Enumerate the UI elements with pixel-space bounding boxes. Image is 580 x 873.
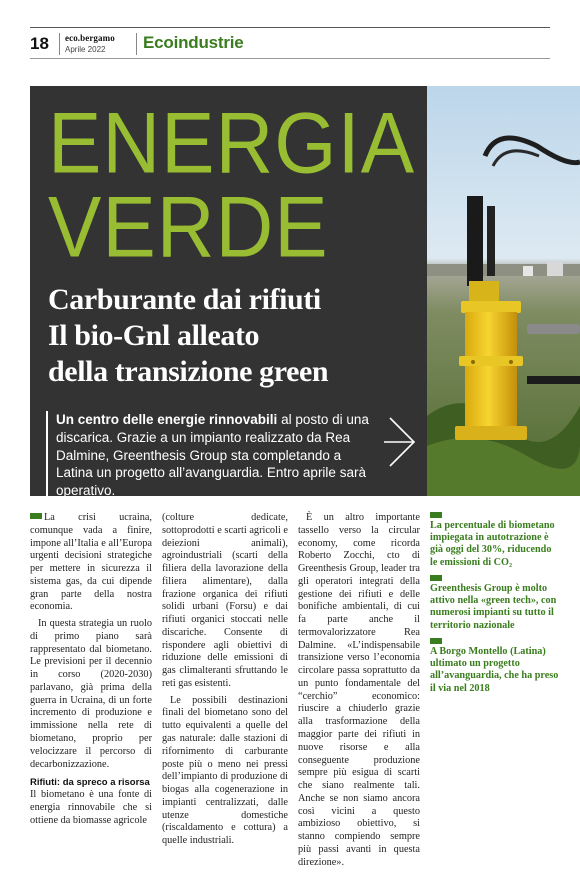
magazine-brand: eco.bergamo (65, 33, 115, 43)
arrow-right-icon (384, 416, 418, 468)
article-column-3 (298, 512, 420, 873)
hero-panel (30, 86, 580, 499)
article-paragraph: (colture dedicate, sottoprodotti e scarti agricoli e deiezioni animali), agroindustriali (scarti della filiera della lavorazione della filiera alimentare), dalla frazione organica dei rifiuti solidi urbani (Forsu) e dai rifiuti organici stoccati nelle discariche. Consente di rispondere agli obiettivi di riduzione delle emissioni di gas climalteranti sfruttando le reti gas esistenti. (162, 512, 288, 689)
header-divider (59, 33, 60, 55)
headline-line: della transizione green (48, 355, 329, 388)
key-point-marker-icon (430, 638, 442, 644)
section-name: Ecoindustrie (143, 33, 244, 52)
article-headline (48, 282, 448, 390)
article-column-1 (30, 512, 152, 832)
key-point-marker-icon (430, 575, 442, 581)
headline-line: Carburante dai rifiuti (48, 283, 321, 316)
article-paragraph (30, 512, 152, 614)
deck-text: al posto di una discarica. Grazie a un impianto realizzato da Rea Dalmine, Greenthesis Group sta completando a Latina un progetto all’avanguardia. Entro aprile sarà operativo. (56, 412, 369, 499)
key-points-sidebar (430, 512, 560, 701)
kicker-line-1: ENERGIA (48, 94, 416, 191)
gas-pipe-photo (427, 86, 580, 496)
article-paragraph: È un altro importante tassello verso la circular economy, come ricorda Roberto Zocchi, cto di Greenthesis Group, leader tra gli operatori integrati della gestione dei rifiuti e delle bonifiche ambientali, di cui fa parte anche il termovalorizzatore Rea Dalmine. «L’indispensabile transizione verso l’economia circolare passa soprattutto da un punto fondamentale del “cerchio” economico: riuscire a chiuderlo grazie alla trasformazione della maggior parte dei rifiuti in nuove risorse e alla conseguente produzione sempre più esigua di scarti che siano realmente tali. Anche se non siamo ancora così vicini a questo ambizioso obiettivo, si stanno compiendo sempre più passi avanti in questa direzione». (298, 512, 420, 868)
paragraph-text: La crisi ucraina, comunque vada a finire, impone all’Italia e all’Europa urgenti decisioni strategiche per mettere in sicurezza il sistema gas, da cui dipende gran parte della nostra economia. (30, 512, 152, 613)
article-column-2 (162, 512, 288, 852)
article-paragraph: Le possibili destinazioni finali del biometano sono del tutto equivalenti a quelle del gas naturale: dalle stazioni di rifornimento di carburante poste più o meno nei pressi dell’impianto di produzione di biogas alla cogenerazione in impianti centralizzati, dalle utenze domestiche (riscaldamento e cottura) a quelle industriali. (162, 694, 288, 847)
key-point (430, 638, 560, 695)
article-paragraph: Il biometano è una fonte di energia rinnovabile che si ottiene da biomasse agricole (30, 789, 152, 826)
lead-marker-icon (30, 513, 42, 519)
header-bottom-rule (30, 58, 550, 59)
page-number: 18 (30, 34, 49, 53)
issue-date: Aprile 2022 (65, 45, 106, 54)
key-point-text: La percentuale di biometano impiegata in autotrazione è già oggi del 30%, riducendo le emissioni di CO₂ (430, 520, 555, 568)
article-subhead: Rifiuti: da spreco a risorsa (30, 777, 150, 789)
header-top-rule (30, 27, 550, 28)
article-deck (46, 411, 378, 500)
key-point-text: Greenthesis Group è molto attivo nella «green tech», con numerosi impianti su tutto il territorio nazionale (430, 582, 557, 631)
key-point (430, 575, 560, 632)
article-paragraph: In questa strategia un ruolo di primo piano sarà rappresentato dal biometano. Le previsioni per il decennio in corso (2020-2030) parlavano, già prima della guerra in Ucraina, di un forte incremento di produzione e immissione nella rete di biometano, proprio per velocizzare il percorso di decarbonizzazione. (30, 618, 152, 770)
header-divider (136, 33, 137, 55)
deck-lead: Un centro delle energie rinnovabili (56, 412, 278, 427)
page-header (0, 0, 580, 60)
key-point-marker-icon (430, 512, 442, 518)
key-point (430, 512, 560, 569)
key-point-text: A Borgo Montello (Latina) ultimato un progetto all’avanguardia, che ha preso il via nel 2018 (430, 645, 559, 694)
kicker-line-2: VERDE (48, 178, 329, 275)
headline-line: Il bio-Gnl alleato (48, 319, 260, 352)
